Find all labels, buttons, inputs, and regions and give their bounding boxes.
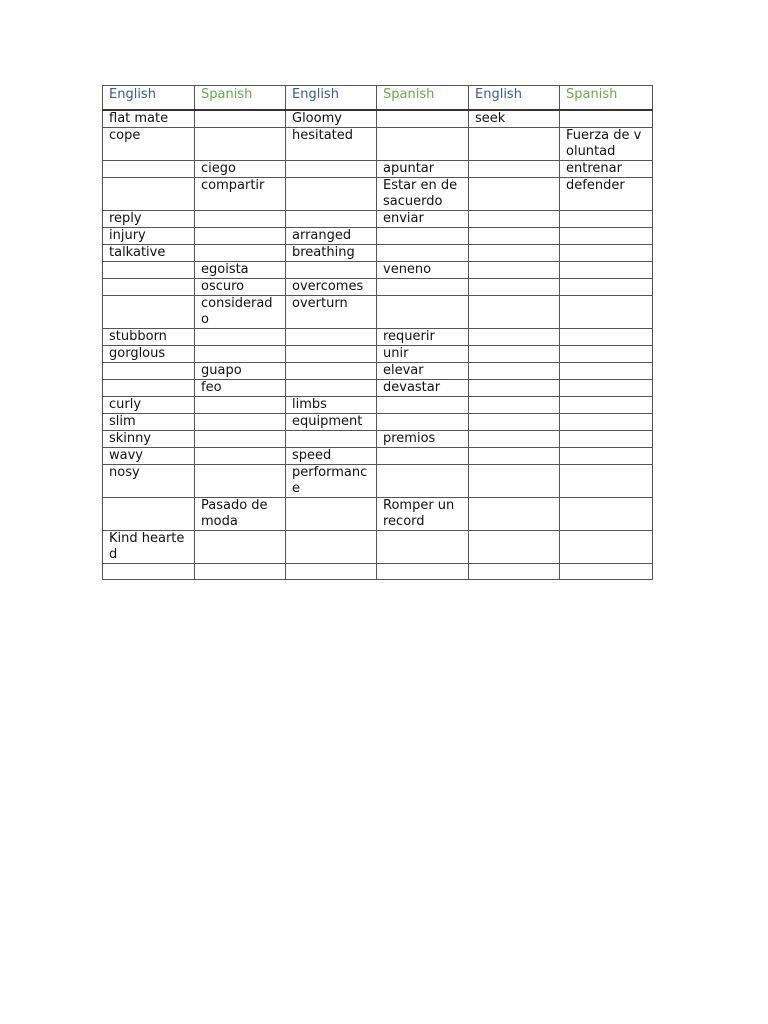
table-cell <box>103 262 195 279</box>
table-row <box>103 279 653 296</box>
table-cell: Gloomy <box>286 110 377 128</box>
table-cell <box>377 228 469 245</box>
table-cell <box>195 245 286 262</box>
table-cell: overcomes <box>286 279 377 296</box>
table-cell: flat mate <box>103 110 195 128</box>
table-cell <box>469 161 560 178</box>
table-row <box>103 465 653 498</box>
table-cell: elevar <box>377 363 469 380</box>
table-cell <box>103 296 195 329</box>
table-cell: premios <box>377 431 469 448</box>
table-cell: devastar <box>377 380 469 397</box>
table-cell <box>560 228 653 245</box>
table-cell: wavy <box>103 448 195 465</box>
table-cell <box>560 498 653 531</box>
table-cell: injury <box>103 228 195 245</box>
table-cell <box>560 211 653 228</box>
table-cell <box>469 178 560 211</box>
table-body <box>103 110 653 580</box>
table-cell: veneno <box>377 262 469 279</box>
table-cell: breathing <box>286 245 377 262</box>
table-row <box>103 397 653 414</box>
table-row <box>103 296 653 329</box>
table-row <box>103 329 653 346</box>
table-cell: apuntar <box>377 161 469 178</box>
table-cell: hesitated <box>286 128 377 161</box>
table-cell <box>469 228 560 245</box>
table-cell <box>469 346 560 363</box>
table-cell: curly <box>103 397 195 414</box>
table-row <box>103 346 653 363</box>
table-cell <box>560 279 653 296</box>
table-cell <box>469 128 560 161</box>
table-cell <box>195 431 286 448</box>
table-cell <box>195 448 286 465</box>
table-row <box>103 128 653 161</box>
table-cell <box>469 296 560 329</box>
table-cell: limbs <box>286 397 377 414</box>
table-cell: gorglous <box>103 346 195 363</box>
table-cell <box>560 397 653 414</box>
table-row <box>103 245 653 262</box>
table-cell: speed <box>286 448 377 465</box>
table-cell: ciego <box>195 161 286 178</box>
table-cell: stubborn <box>103 329 195 346</box>
table-row <box>103 531 653 564</box>
table-cell <box>469 498 560 531</box>
table-cell <box>195 397 286 414</box>
column-header-spanish: Spanish <box>195 86 286 111</box>
table-cell: requerir <box>377 329 469 346</box>
table-cell <box>560 431 653 448</box>
table-cell <box>377 414 469 431</box>
table-cell <box>286 346 377 363</box>
table-cell <box>377 279 469 296</box>
table-cell: entrenar <box>560 161 653 178</box>
table-cell <box>560 564 653 580</box>
table-cell <box>469 448 560 465</box>
table-cell <box>195 329 286 346</box>
table-cell: Fuerza de voluntad <box>560 128 653 161</box>
table-cell <box>469 397 560 414</box>
table-cell: performance <box>286 465 377 498</box>
table-cell <box>560 448 653 465</box>
table-cell <box>286 262 377 279</box>
table-cell: cope <box>103 128 195 161</box>
table-cell <box>560 380 653 397</box>
table-cell <box>195 564 286 580</box>
table-row <box>103 564 653 580</box>
table-cell <box>286 363 377 380</box>
table-cell: guapo <box>195 363 286 380</box>
table-cell <box>103 380 195 397</box>
table-cell: equipment <box>286 414 377 431</box>
column-header-spanish: Spanish <box>377 86 469 111</box>
table-cell: compartir <box>195 178 286 211</box>
table-cell <box>377 245 469 262</box>
table-cell <box>377 397 469 414</box>
table-cell <box>469 363 560 380</box>
table-row <box>103 161 653 178</box>
table-cell <box>377 128 469 161</box>
table-cell <box>286 431 377 448</box>
table-cell <box>469 414 560 431</box>
table-cell: slim <box>103 414 195 431</box>
table-cell <box>195 211 286 228</box>
table-cell: overturn <box>286 296 377 329</box>
table-cell <box>560 245 653 262</box>
table-cell: defender <box>560 178 653 211</box>
table-row <box>103 262 653 279</box>
table-row <box>103 228 653 245</box>
table-cell: Estar en desacuerdo <box>377 178 469 211</box>
table-cell <box>469 564 560 580</box>
table-cell <box>560 346 653 363</box>
column-header-english: English <box>469 86 560 111</box>
vocabulary-table <box>102 85 653 580</box>
table-cell <box>560 262 653 279</box>
table-cell <box>469 380 560 397</box>
table-cell <box>103 178 195 211</box>
table-cell: oscuro <box>195 279 286 296</box>
header-row <box>103 86 653 111</box>
table-cell <box>469 245 560 262</box>
column-header-spanish: Spanish <box>560 86 653 111</box>
table-cell <box>560 329 653 346</box>
table-row <box>103 498 653 531</box>
table-cell: seek <box>469 110 560 128</box>
table-cell <box>103 161 195 178</box>
table-cell <box>195 531 286 564</box>
table-cell: skinny <box>103 431 195 448</box>
table-cell: unir <box>377 346 469 363</box>
table-cell <box>469 279 560 296</box>
table-cell <box>286 564 377 580</box>
table-cell <box>195 414 286 431</box>
table-cell <box>377 564 469 580</box>
column-header-english: English <box>286 86 377 111</box>
table-cell <box>377 531 469 564</box>
table-cell: reply <box>103 211 195 228</box>
column-header-english: English <box>103 86 195 111</box>
table-row <box>103 211 653 228</box>
table-row <box>103 178 653 211</box>
table-cell: feo <box>195 380 286 397</box>
table-cell <box>195 465 286 498</box>
table-cell <box>377 110 469 128</box>
table-cell <box>103 564 195 580</box>
table-cell: Kind hearted <box>103 531 195 564</box>
table-cell: talkative <box>103 245 195 262</box>
table-cell <box>286 329 377 346</box>
table-cell <box>103 363 195 380</box>
table-row <box>103 110 653 128</box>
table-row <box>103 448 653 465</box>
table-cell: considerado <box>195 296 286 329</box>
table-cell <box>560 363 653 380</box>
table-row <box>103 414 653 431</box>
table-cell <box>469 211 560 228</box>
table-cell <box>560 414 653 431</box>
table-cell <box>469 431 560 448</box>
table-cell <box>286 178 377 211</box>
table-cell <box>286 498 377 531</box>
table-cell <box>286 211 377 228</box>
table-row <box>103 431 653 448</box>
table-header <box>103 86 653 111</box>
table-cell <box>560 110 653 128</box>
table-cell <box>560 531 653 564</box>
table-cell <box>560 296 653 329</box>
table-cell: nosy <box>103 465 195 498</box>
table-cell <box>469 531 560 564</box>
table-cell <box>469 465 560 498</box>
table-cell <box>195 110 286 128</box>
table-cell <box>377 465 469 498</box>
table-cell <box>377 448 469 465</box>
table-cell <box>286 161 377 178</box>
table-cell: Romper un record <box>377 498 469 531</box>
table-cell: arranged <box>286 228 377 245</box>
table-cell: enviar <box>377 211 469 228</box>
table-cell <box>103 279 195 296</box>
table-cell: Pasado de moda <box>195 498 286 531</box>
table-cell <box>195 228 286 245</box>
table-cell <box>195 128 286 161</box>
table-cell <box>286 531 377 564</box>
table-cell <box>469 262 560 279</box>
table-row <box>103 380 653 397</box>
table-cell <box>560 465 653 498</box>
table-cell <box>103 498 195 531</box>
table-cell <box>469 329 560 346</box>
table-row <box>103 363 653 380</box>
table-cell <box>195 346 286 363</box>
table-cell: egoista <box>195 262 286 279</box>
table-cell <box>377 296 469 329</box>
table-cell <box>286 380 377 397</box>
